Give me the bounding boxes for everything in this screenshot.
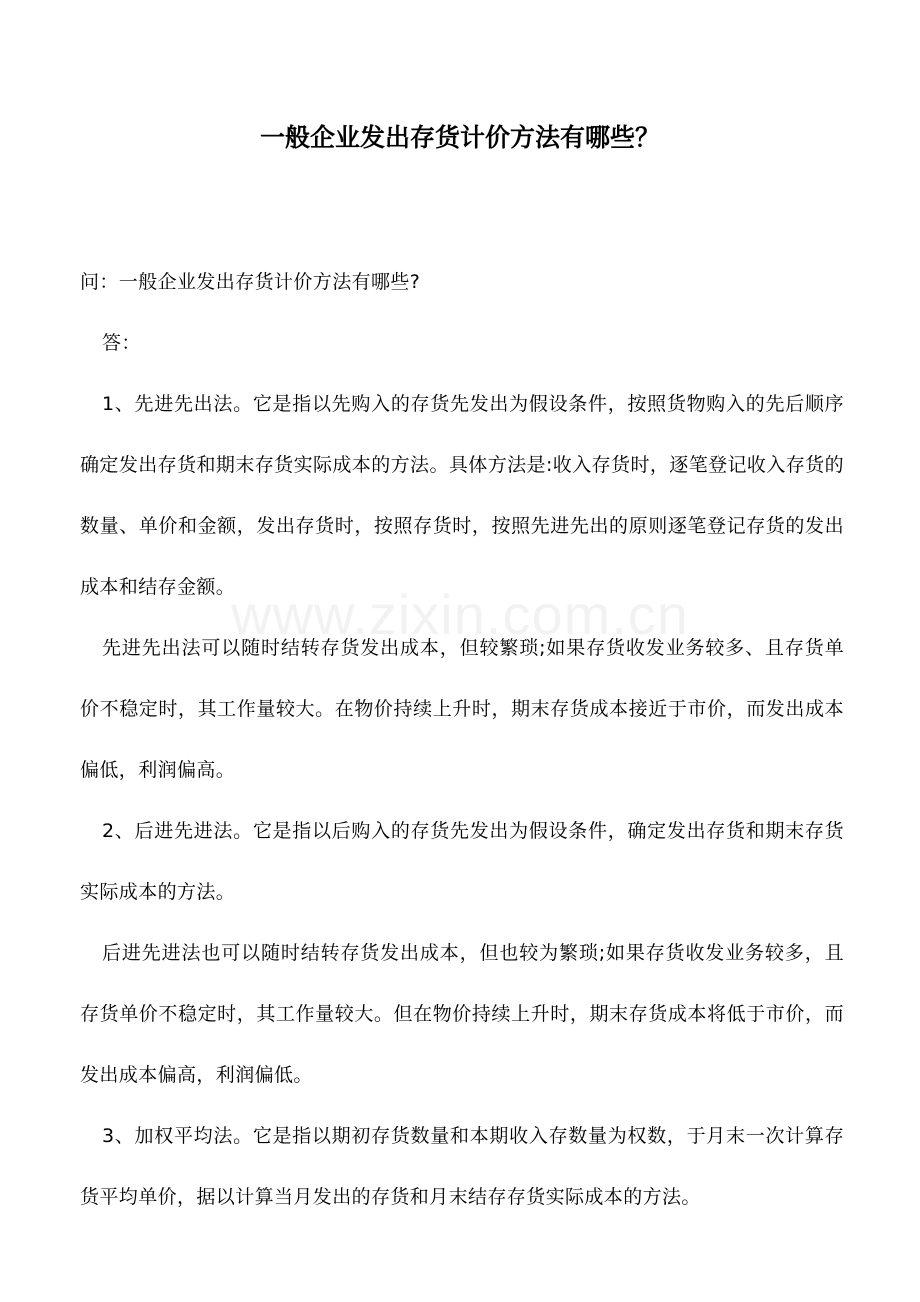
paragraph-fifo-notes: 先进先出法可以随时结转存货发出成本，但较繁琐;如果存货收发业务较多、且存货单价不稳定时，其工作量较大。在物价持续上升时，期末存货成本接近于市价，而发出成本偏低，利润偏高。 <box>80 637 844 781</box>
question-paragraph: 问：一般企业发出存货计价方法有哪些? <box>80 271 421 293</box>
watermark: www.zixin.com.cn <box>231 583 689 646</box>
document-body <box>80 252 844 1228</box>
page-title: 一般企业发出存货计价方法有哪些？ <box>259 123 660 152</box>
paragraph-weighted-average: 3、加权平均法。它是指以期初存货数量和本期收入存数量为权数，于月末一次计算存货平均单价，据以计算当月发出的存货和月末结存存货实际成本的方法。 <box>80 1125 844 1208</box>
paragraph-lifo-notes: 后进先进法也可以随时结转存货发出成本，但也较为繁琐;如果存货收发业务较多，且存货单价不稳定时，其工作量较大。但在物价持续上升时，期末存货成本将低于市价，而发出成本偏高，利润偏低。 <box>80 942 844 1086</box>
answer-label: 答： <box>102 332 141 354</box>
paragraph-fifo: 1、先进先出法。它是指以先购入的存货先发出为假设条件，按照货物购入的先后顺序确定发出存货和期末存货实际成本的方法。具体方法是:收入存货时，逐笔登记收入存货的数量、单价和金额，发出存货时，按照存货时，按照先进先出的原则逐笔登记存货的发出成本和结存金额。 <box>80 393 844 598</box>
paragraph-lifo: 2、后进先进法。它是指以后购入的存货先发出为假设条件，确定发出存货和期末存货实际成本的方法。 <box>80 820 844 903</box>
